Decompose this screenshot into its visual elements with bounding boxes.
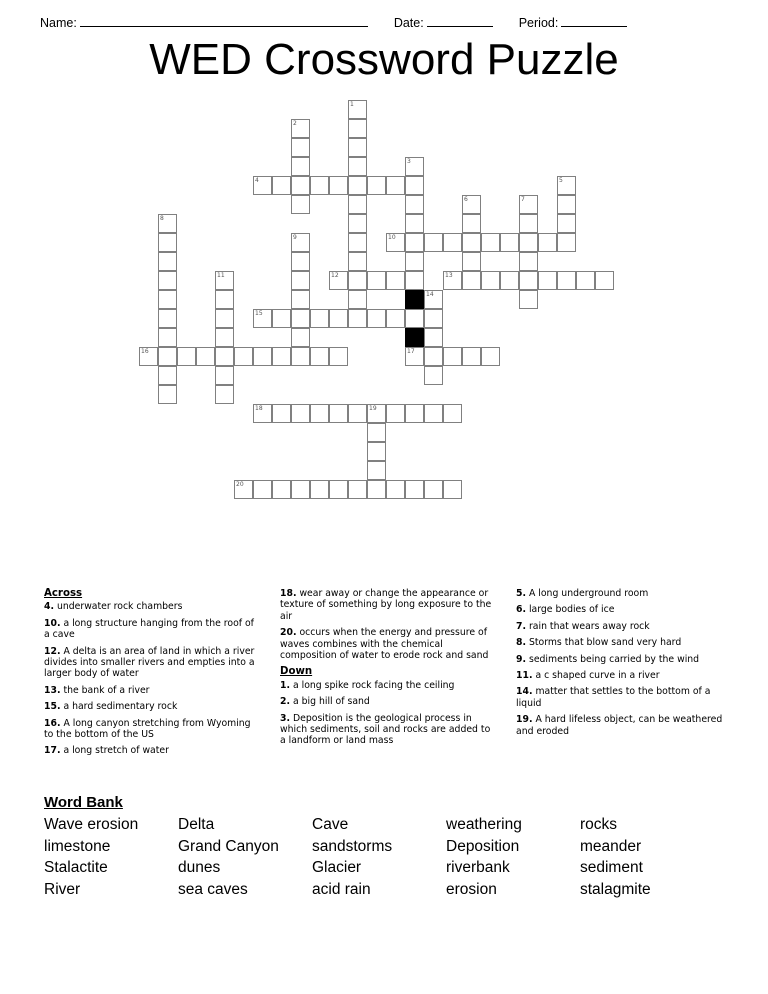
grid-cell[interactable] — [272, 347, 291, 366]
word-bank-word: riverbank — [446, 859, 510, 877]
grid-cell[interactable] — [272, 309, 291, 328]
word-bank-word: sea caves — [178, 881, 248, 899]
grid-cell[interactable] — [595, 271, 614, 290]
clue-text: a long spike rock facing the ceiling — [290, 679, 455, 691]
clue-number: 18. — [280, 588, 297, 599]
grid-cell[interactable] — [367, 442, 386, 461]
grid-cell[interactable] — [329, 480, 348, 499]
grid-cell[interactable] — [291, 480, 310, 499]
name-label: Name: — [40, 16, 77, 30]
clue-item — [44, 646, 262, 680]
grid-clue-number: 7 — [521, 196, 525, 203]
word-bank-word: Wave erosion — [44, 816, 139, 833]
grid-cell[interactable] — [424, 366, 443, 385]
grid-cell[interactable] — [405, 347, 424, 366]
grid-block-cell — [405, 328, 424, 347]
grid-cell[interactable] — [310, 176, 329, 195]
grid-cell[interactable] — [348, 404, 367, 423]
grid-cell[interactable] — [462, 233, 481, 252]
grid-cell[interactable] — [424, 290, 443, 309]
grid-cell[interactable] — [291, 347, 310, 366]
grid-clue-number: 2 — [293, 120, 297, 127]
grid-cell[interactable] — [215, 328, 234, 347]
grid-cell[interactable] — [386, 271, 405, 290]
grid-clue-number: 20 — [236, 481, 244, 488]
clue-item — [280, 696, 498, 707]
grid-cell[interactable] — [158, 252, 177, 271]
grid-cell[interactable] — [291, 157, 310, 176]
grid-cell[interactable] — [443, 233, 462, 252]
grid-cell[interactable] — [291, 176, 310, 195]
word-bank-word: Glacier — [312, 859, 362, 877]
grid-cell[interactable] — [253, 480, 272, 499]
word-bank-row — [44, 857, 744, 879]
grid-cell[interactable] — [158, 233, 177, 252]
grid-cell[interactable] — [158, 290, 177, 309]
clue-number: 5. — [516, 588, 527, 599]
grid-cell[interactable] — [215, 347, 234, 366]
grid-cell[interactable] — [310, 480, 329, 499]
grid-cell[interactable] — [348, 290, 367, 309]
grid-cell[interactable] — [158, 271, 177, 290]
grid-cell[interactable] — [405, 176, 424, 195]
clue-text: a long stretch of water — [60, 745, 169, 757]
grid-cell[interactable] — [557, 271, 576, 290]
grid-cell[interactable] — [386, 480, 405, 499]
grid-cell[interactable] — [405, 271, 424, 290]
clue-number: 2. — [280, 696, 291, 708]
grid-cell[interactable] — [519, 252, 538, 271]
grid-cell[interactable] — [576, 271, 595, 290]
grid-cell[interactable] — [291, 328, 310, 347]
clue-item — [516, 670, 734, 681]
grid-cell[interactable] — [272, 176, 291, 195]
clue-item — [44, 601, 262, 612]
date-label: Date: — [393, 16, 424, 30]
down-heading: Down — [280, 666, 313, 678]
grid-cell[interactable] — [348, 100, 367, 119]
clue-number: 20. — [280, 627, 297, 639]
clue-text: Deposition is the geological process in which sediments, soil and rocks are added to a landform or land mass — [280, 712, 491, 747]
grid-cell[interactable] — [329, 176, 348, 195]
grid-cell[interactable] — [215, 385, 234, 404]
grid-cell[interactable] — [158, 309, 177, 328]
clue-number: 3. — [280, 712, 291, 724]
clue-number: 15. — [44, 701, 61, 713]
grid-cell[interactable] — [443, 480, 462, 499]
word-bank-word: River — [44, 881, 81, 899]
clue-item — [516, 621, 734, 632]
grid-cell[interactable] — [462, 347, 481, 366]
grid-clue-number: 12 — [331, 272, 339, 279]
grid-cell[interactable] — [158, 347, 177, 366]
grid-cell[interactable] — [310, 309, 329, 328]
clue-item — [44, 718, 262, 741]
clue-text: A long underground room — [526, 588, 649, 599]
grid-cell[interactable] — [158, 328, 177, 347]
grid-cell[interactable] — [196, 347, 215, 366]
grid-cell[interactable] — [405, 404, 424, 423]
grid-cell[interactable] — [291, 309, 310, 328]
grid-cell[interactable] — [443, 347, 462, 366]
word-bank-word: rocks — [580, 816, 618, 833]
word-bank-word: stalagmite — [580, 881, 651, 899]
clue-item — [516, 654, 734, 665]
grid-cell[interactable] — [253, 176, 272, 195]
word-bank-row — [44, 836, 744, 858]
grid-cell[interactable] — [519, 271, 538, 290]
grid-cell[interactable] — [424, 233, 443, 252]
clue-number: 10. — [44, 617, 61, 629]
clue-item — [44, 745, 262, 756]
grid-clue-number: 16 — [141, 348, 149, 355]
grid-cell[interactable] — [253, 404, 272, 423]
grid-cell[interactable] — [215, 366, 234, 385]
grid-cell[interactable] — [348, 214, 367, 233]
grid-clue-number: 13 — [445, 272, 453, 279]
grid-cell[interactable] — [386, 233, 405, 252]
word-bank-word: acid rain — [312, 881, 371, 899]
grid-cell[interactable] — [291, 252, 310, 271]
clue-item — [516, 588, 734, 599]
grid-cell[interactable] — [405, 252, 424, 271]
grid-cell[interactable] — [500, 271, 519, 290]
clue-item — [280, 713, 498, 747]
clue-item — [44, 685, 262, 696]
clue-text: a big hill of sand — [290, 696, 370, 708]
grid-cell[interactable] — [424, 347, 443, 366]
grid-cell[interactable] — [348, 252, 367, 271]
word-bank-word: Deposition — [446, 837, 520, 855]
grid-cell[interactable] — [424, 480, 443, 499]
clue-item — [516, 637, 734, 648]
grid-cell[interactable] — [557, 176, 576, 195]
clue-number: 8. — [516, 637, 527, 649]
clue-item — [516, 714, 734, 737]
word-bank-word: dunes — [178, 859, 221, 877]
clue-text: the bank of a river — [60, 684, 150, 696]
clue-item — [280, 680, 498, 691]
grid-cell[interactable] — [500, 233, 519, 252]
word-bank-word: sandstorms — [312, 837, 393, 855]
clue-text: underwater rock chambers — [54, 601, 183, 613]
clue-text: Storms that blow sand very hard — [526, 637, 682, 649]
word-bank-word: sediment — [580, 859, 643, 877]
word-bank-word: erosion — [446, 881, 497, 899]
grid-cell[interactable] — [348, 119, 367, 138]
grid-clue-number: 1 — [350, 101, 354, 108]
page-title: WED Crossword Puzzle — [149, 35, 619, 84]
clue-number: 7. — [516, 620, 527, 632]
clue-number: 19. — [516, 714, 533, 726]
grid-cell[interactable] — [348, 176, 367, 195]
grid-cell[interactable] — [291, 138, 310, 157]
grid-cell[interactable] — [253, 347, 272, 366]
grid-clue-number: 6 — [464, 196, 468, 203]
grid-cell[interactable] — [443, 271, 462, 290]
grid-cell[interactable] — [367, 461, 386, 480]
grid-block-cell — [405, 290, 424, 309]
grid-cell[interactable] — [291, 404, 310, 423]
grid-cell[interactable] — [272, 404, 291, 423]
grid-clue-number: 9 — [293, 234, 297, 241]
grid-cell[interactable] — [348, 233, 367, 252]
grid-cell[interactable] — [348, 195, 367, 214]
clues-section — [44, 588, 734, 788]
clue-number: 13. — [44, 684, 61, 696]
grid-clue-number: 14 — [426, 291, 434, 298]
clue-text: occurs when the energy and pressure of waves combines with the chemical composition of water to erode rock and sand — [280, 627, 489, 662]
grid-cell[interactable] — [386, 404, 405, 423]
grid-cell[interactable] — [348, 309, 367, 328]
grid-cell[interactable] — [519, 195, 538, 214]
grid-cell[interactable] — [234, 480, 253, 499]
word-bank-word: weathering — [446, 816, 522, 833]
clue-number: 14. — [516, 686, 533, 698]
grid-cell[interactable] — [139, 347, 158, 366]
grid-cell[interactable] — [215, 309, 234, 328]
clue-item — [44, 701, 262, 712]
grid-cell[interactable] — [424, 309, 443, 328]
grid-cell[interactable] — [405, 233, 424, 252]
grid-cell[interactable] — [177, 347, 196, 366]
grid-cell[interactable] — [348, 480, 367, 499]
word-bank-word: Grand Canyon — [178, 837, 279, 855]
grid-cell[interactable] — [405, 480, 424, 499]
grid-cell[interactable] — [253, 309, 272, 328]
grid-cell[interactable] — [291, 290, 310, 309]
clue-item — [280, 588, 498, 622]
grid-cell[interactable] — [386, 176, 405, 195]
grid-cell[interactable] — [291, 119, 310, 138]
period-label: Period: — [518, 16, 559, 30]
grid-cell[interactable] — [310, 404, 329, 423]
grid-clue-number: 11 — [217, 272, 225, 279]
grid-cell[interactable] — [291, 233, 310, 252]
word-bank-word: limestone — [44, 837, 111, 855]
grid-cell[interactable] — [519, 233, 538, 252]
clue-text: large bodies of ice — [526, 604, 615, 616]
word-bank-word: Stalactite — [44, 859, 108, 877]
grid-cell[interactable] — [367, 480, 386, 499]
grid-cell[interactable] — [405, 214, 424, 233]
grid-clue-number: 19 — [369, 405, 377, 412]
grid-clue-number: 18 — [255, 405, 263, 412]
grid-cell[interactable] — [291, 271, 310, 290]
word-bank-word: Delta — [178, 816, 215, 833]
grid-clue-number: 10 — [388, 234, 396, 241]
grid-cell[interactable] — [386, 309, 405, 328]
grid-cell[interactable] — [405, 309, 424, 328]
grid-cell[interactable] — [462, 214, 481, 233]
grid-cell[interactable] — [519, 290, 538, 309]
grid-cell[interactable] — [481, 347, 500, 366]
clue-number: 9. — [516, 653, 527, 665]
clue-text: matter that settles to the bottom of a liquid — [516, 686, 711, 709]
grid-cell[interactable] — [481, 271, 500, 290]
word-bank-word: Cave — [312, 816, 349, 833]
clue-number: 6. — [516, 604, 527, 616]
clue-text: rain that wears away rock — [526, 620, 650, 632]
clue-item — [44, 618, 262, 641]
grid-cell[interactable] — [329, 404, 348, 423]
grid-cell[interactable] — [557, 195, 576, 214]
clue-item — [280, 627, 498, 661]
grid-cell[interactable] — [481, 233, 500, 252]
clue-number: 17. — [44, 745, 61, 757]
grid-cell[interactable] — [158, 214, 177, 233]
grid-cell[interactable] — [424, 404, 443, 423]
clue-number: 16. — [44, 717, 61, 729]
word-bank-list — [44, 814, 744, 901]
grid-cell[interactable] — [367, 309, 386, 328]
grid-clue-number: 8 — [160, 215, 164, 222]
clue-item — [516, 686, 734, 709]
clue-text: a c shaped curve in a river — [532, 670, 660, 682]
grid-cell[interactable] — [405, 157, 424, 176]
clue-text: A hard lifeless object, can be weathered and eroded — [516, 714, 723, 737]
grid-cell[interactable] — [272, 480, 291, 499]
word-bank-title: Word Bank — [44, 794, 123, 811]
clue-text: a long structure hanging from the roof of a cave — [44, 617, 254, 641]
word-bank-row — [44, 814, 744, 836]
clue-number: 11. — [516, 670, 533, 682]
grid-cell[interactable] — [367, 423, 386, 442]
word-bank-word: meander — [580, 837, 642, 855]
across-heading: Across — [44, 588, 83, 599]
grid-cell[interactable] — [329, 347, 348, 366]
grid-cell[interactable] — [462, 195, 481, 214]
grid-cell[interactable] — [215, 271, 234, 290]
grid-cell[interactable] — [310, 347, 329, 366]
grid-cell[interactable] — [557, 233, 576, 252]
grid-cell[interactable] — [158, 366, 177, 385]
grid-cell[interactable] — [462, 271, 481, 290]
clue-text: A delta is an area of land in which a river divides into smaller rivers and empties into a larger body of water — [44, 645, 255, 680]
clue-text: A long canyon stretching from Wyoming to the bottom of the US — [44, 717, 251, 741]
grid-cell[interactable] — [234, 347, 253, 366]
grid-cell[interactable] — [329, 309, 348, 328]
grid-cell[interactable] — [367, 176, 386, 195]
clue-item — [516, 604, 734, 615]
grid-cell[interactable] — [462, 252, 481, 271]
grid-clue-number: 17 — [407, 348, 415, 355]
grid-clue-number: 5 — [559, 177, 563, 184]
clue-text: a hard sedimentary rock — [60, 701, 178, 713]
clue-number: 4. — [44, 601, 55, 613]
word-bank-row — [44, 879, 744, 901]
grid-cell[interactable] — [557, 214, 576, 233]
grid-cell[interactable] — [329, 271, 348, 290]
grid-clue-number: 4 — [255, 177, 259, 184]
grid-cell[interactable] — [443, 404, 462, 423]
grid-cell[interactable] — [367, 271, 386, 290]
grid-cell[interactable] — [538, 271, 557, 290]
grid-clue-number: 3 — [407, 158, 411, 165]
grid-cell[interactable] — [405, 195, 424, 214]
grid-cell[interactable] — [291, 195, 310, 214]
grid-cell[interactable] — [158, 385, 177, 404]
grid-cell[interactable] — [348, 138, 367, 157]
grid-cell[interactable] — [424, 328, 443, 347]
grid-cell[interactable] — [215, 290, 234, 309]
grid-cell[interactable] — [348, 271, 367, 290]
grid-cell[interactable] — [348, 157, 367, 176]
grid-cell[interactable] — [367, 404, 386, 423]
clue-text: sediments being carried by the wind — [526, 653, 700, 665]
clue-number: 1. — [280, 679, 291, 691]
grid-clue-number: 15 — [255, 310, 263, 317]
clue-number: 12. — [44, 645, 61, 657]
grid-cell[interactable] — [519, 214, 538, 233]
clue-text: wear away or change the appearance or texture of something by long exposure to the air — [280, 588, 492, 622]
grid-cell[interactable] — [538, 233, 557, 252]
